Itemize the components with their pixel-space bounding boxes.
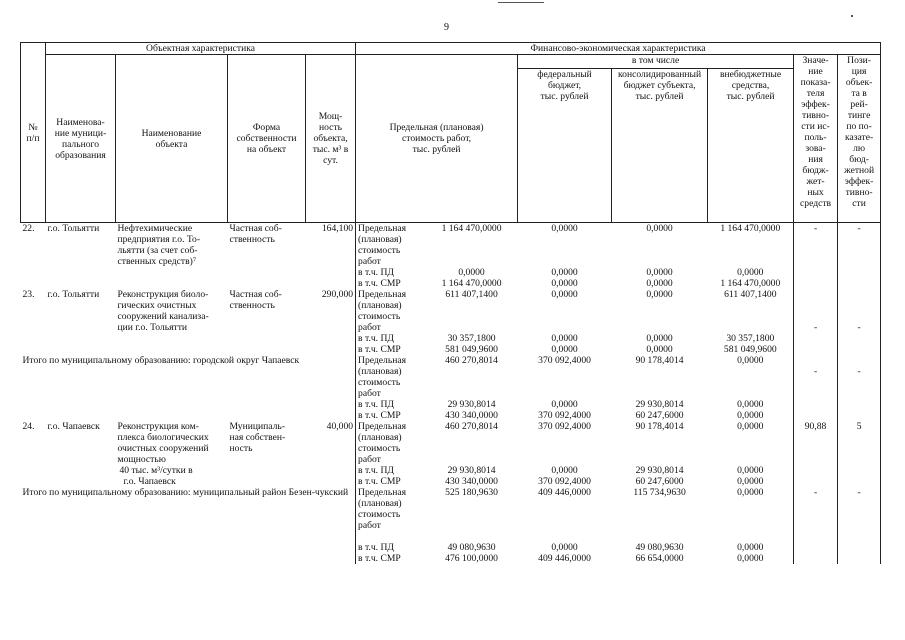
row-cost-labels: Предельная (плановая) стоимость работ в т.ч. ПД в т.ч. СМР	[356, 355, 426, 421]
row-federal-budget: 370 092,4000 0,0000 370 092,4000	[538, 421, 591, 487]
row-cost-labels: Предельная (плановая) стоимость работ в т.ч. ПД в т.ч. СМР	[356, 487, 426, 564]
row-regional-budget: 90 178,4014 29 930,8014 60 247,6000	[635, 355, 684, 421]
col-header-number: № п/п	[21, 43, 46, 223]
row-total-cost: 1 164 470,0000 0,0000 1 164 470,0000	[441, 223, 502, 289]
col-header-capacity: Мощ- ность объекта, тыс. м³ в сут.	[306, 55, 356, 223]
subtotal-row-chapaevsk	[21, 355, 881, 421]
row-cost-labels: Предельная (плановая) стоимость работ в т.ч. ПД в т.ч. СМР	[356, 223, 426, 290]
col-header-total-cost: Предельная (плановая) стоимость работ, тыс. рублей	[356, 55, 518, 223]
col-header-efficiency-value: Значе- ние показа- теля эффек- тивно- сти ис- поль- зова- ния бюдж- жет- ных средств	[794, 55, 838, 223]
top-rule	[498, 2, 544, 3]
row-efficiency-rank: -	[838, 223, 881, 290]
col-header-municipality: Наименова- ние муници- пального образования	[46, 55, 116, 223]
row-efficiency-value: -	[794, 355, 838, 421]
row-total-cost: 460 270,8014 29 930,8014 430 340,0000	[445, 355, 498, 421]
page-number: 9	[444, 22, 449, 33]
row-federal-budget: 370 092,4000 0,0000 370 092,4000	[538, 355, 591, 421]
table-row-23	[21, 289, 881, 355]
row-federal-budget: 409 446,0000 0,0000 409 446,0000	[538, 487, 591, 564]
col-header-federal: федеральный бюджет, тыс. рублей	[518, 69, 612, 223]
row-offbudget-funds: 1 164 470,0000 0,0000 1 164 470,0000	[720, 223, 781, 289]
row-number: 23.	[22, 289, 35, 300]
row-ownership: Муниципаль- ная собствен- ность	[229, 421, 286, 454]
subtotal-label: Итого по муниципальному образованию: муниципальный район Безен-чукский	[22, 487, 349, 498]
row-number: 24.	[22, 421, 35, 432]
col-header-object-name: Наименование объекта	[116, 55, 228, 223]
row-municipality: г.о. Чапаевск	[47, 421, 100, 432]
row-efficiency-rank: -	[838, 355, 881, 421]
financial-table	[20, 42, 881, 564]
scan-speck	[851, 15, 853, 17]
row-regional-budget: 115 734,9630 49 080,9630 66 654,0000	[633, 487, 686, 564]
col-header-ownership: Форма собственности на объект	[228, 55, 306, 223]
row-efficiency-value: -	[794, 487, 838, 564]
row-efficiency-value: -	[794, 223, 838, 290]
row-regional-budget: 90 178,4014 29 930,8014 60 247,6000	[635, 421, 684, 487]
row-total-cost: 525 180,9630 49 080,9630 476 100,0000	[445, 487, 498, 564]
row-regional-budget: 0,0000 0,0000 0,0000	[646, 289, 673, 355]
row-capacity: 40,000	[326, 421, 354, 432]
col-header-offbudget: внебюджетные средства, тыс. рублей	[708, 69, 794, 223]
table-row-22	[21, 223, 881, 290]
group-header-including: в том числе	[518, 55, 794, 69]
row-offbudget-funds: 0,0000 0,0000 0,0000	[737, 355, 764, 421]
row-ownership: Частная соб- ственность	[229, 289, 282, 311]
row-object-name: Реконструкция ком- плекса биологических очистных сооружений мощностью 40 тыс. м³/сутки в г.о. Чапаевск	[117, 421, 209, 487]
row-municipality: г.о. Тольятти	[47, 289, 100, 300]
row-number: 22.	[22, 223, 35, 234]
row-federal-budget: 0,0000 0,0000 0,0000	[551, 223, 578, 289]
row-efficiency-rank: -	[838, 289, 881, 355]
row-efficiency-value: 90,88	[794, 421, 838, 487]
row-efficiency-rank: -	[838, 487, 881, 564]
row-efficiency-value: -	[794, 289, 838, 355]
row-object-name: Реконструкция биоло- гических очистных сооружений канализа- ции г.о. Тольятти	[117, 289, 209, 333]
row-capacity: 164,100	[321, 223, 354, 234]
col-header-efficiency-rank: Пози- ция объек- та в рей- тинге по по- казате- лю бюд- жетной эффек- тивно- сти	[838, 55, 881, 223]
row-federal-budget: 0,0000 0,0000 0,0000	[551, 289, 578, 355]
row-cost-labels: Предельная (плановая) стоимость работ в т.ч. ПД в т.ч. СМР	[356, 289, 426, 355]
group-header-object: Объектная характеристика	[46, 43, 356, 55]
row-offbudget-funds: 0,0000 0,0000 0,0000	[737, 421, 764, 487]
row-capacity: 290,000	[321, 289, 354, 300]
row-object-name: Нефтехимические предприятия г.о. То- льятти (за счет соб- ственных средств)⁷	[117, 223, 201, 267]
row-total-cost: 460 270,8014 29 930,8014 430 340,0000	[445, 421, 498, 487]
row-cost-labels: Предельная (плановая) стоимость работ в т.ч. ПД в т.ч. СМР	[356, 421, 426, 487]
table-row-24	[21, 421, 881, 487]
row-efficiency-rank: 5	[838, 421, 881, 487]
row-offbudget-funds: 0,0000 0,0000 0,0000	[737, 487, 764, 564]
row-total-cost: 611 407,1400 30 357,1800 581 049,9600	[445, 289, 498, 355]
subtotal-row-bezenchuk	[21, 487, 881, 564]
row-ownership: Частная соб- ственность	[229, 223, 282, 245]
row-regional-budget: 0,0000 0,0000 0,0000	[646, 223, 673, 289]
col-header-regional: консолидированный бюджет субъекта, тыс. рублей	[612, 69, 708, 223]
group-header-finance: Финансово-экономическая характеристика	[356, 43, 881, 55]
row-municipality: г.о. Тольятти	[47, 223, 100, 234]
subtotal-label: Итого по муниципальному образованию: городской округ Чапаевск	[22, 355, 300, 366]
row-offbudget-funds: 611 407,1400 30 357,1800 581 049,9600	[723, 289, 777, 355]
